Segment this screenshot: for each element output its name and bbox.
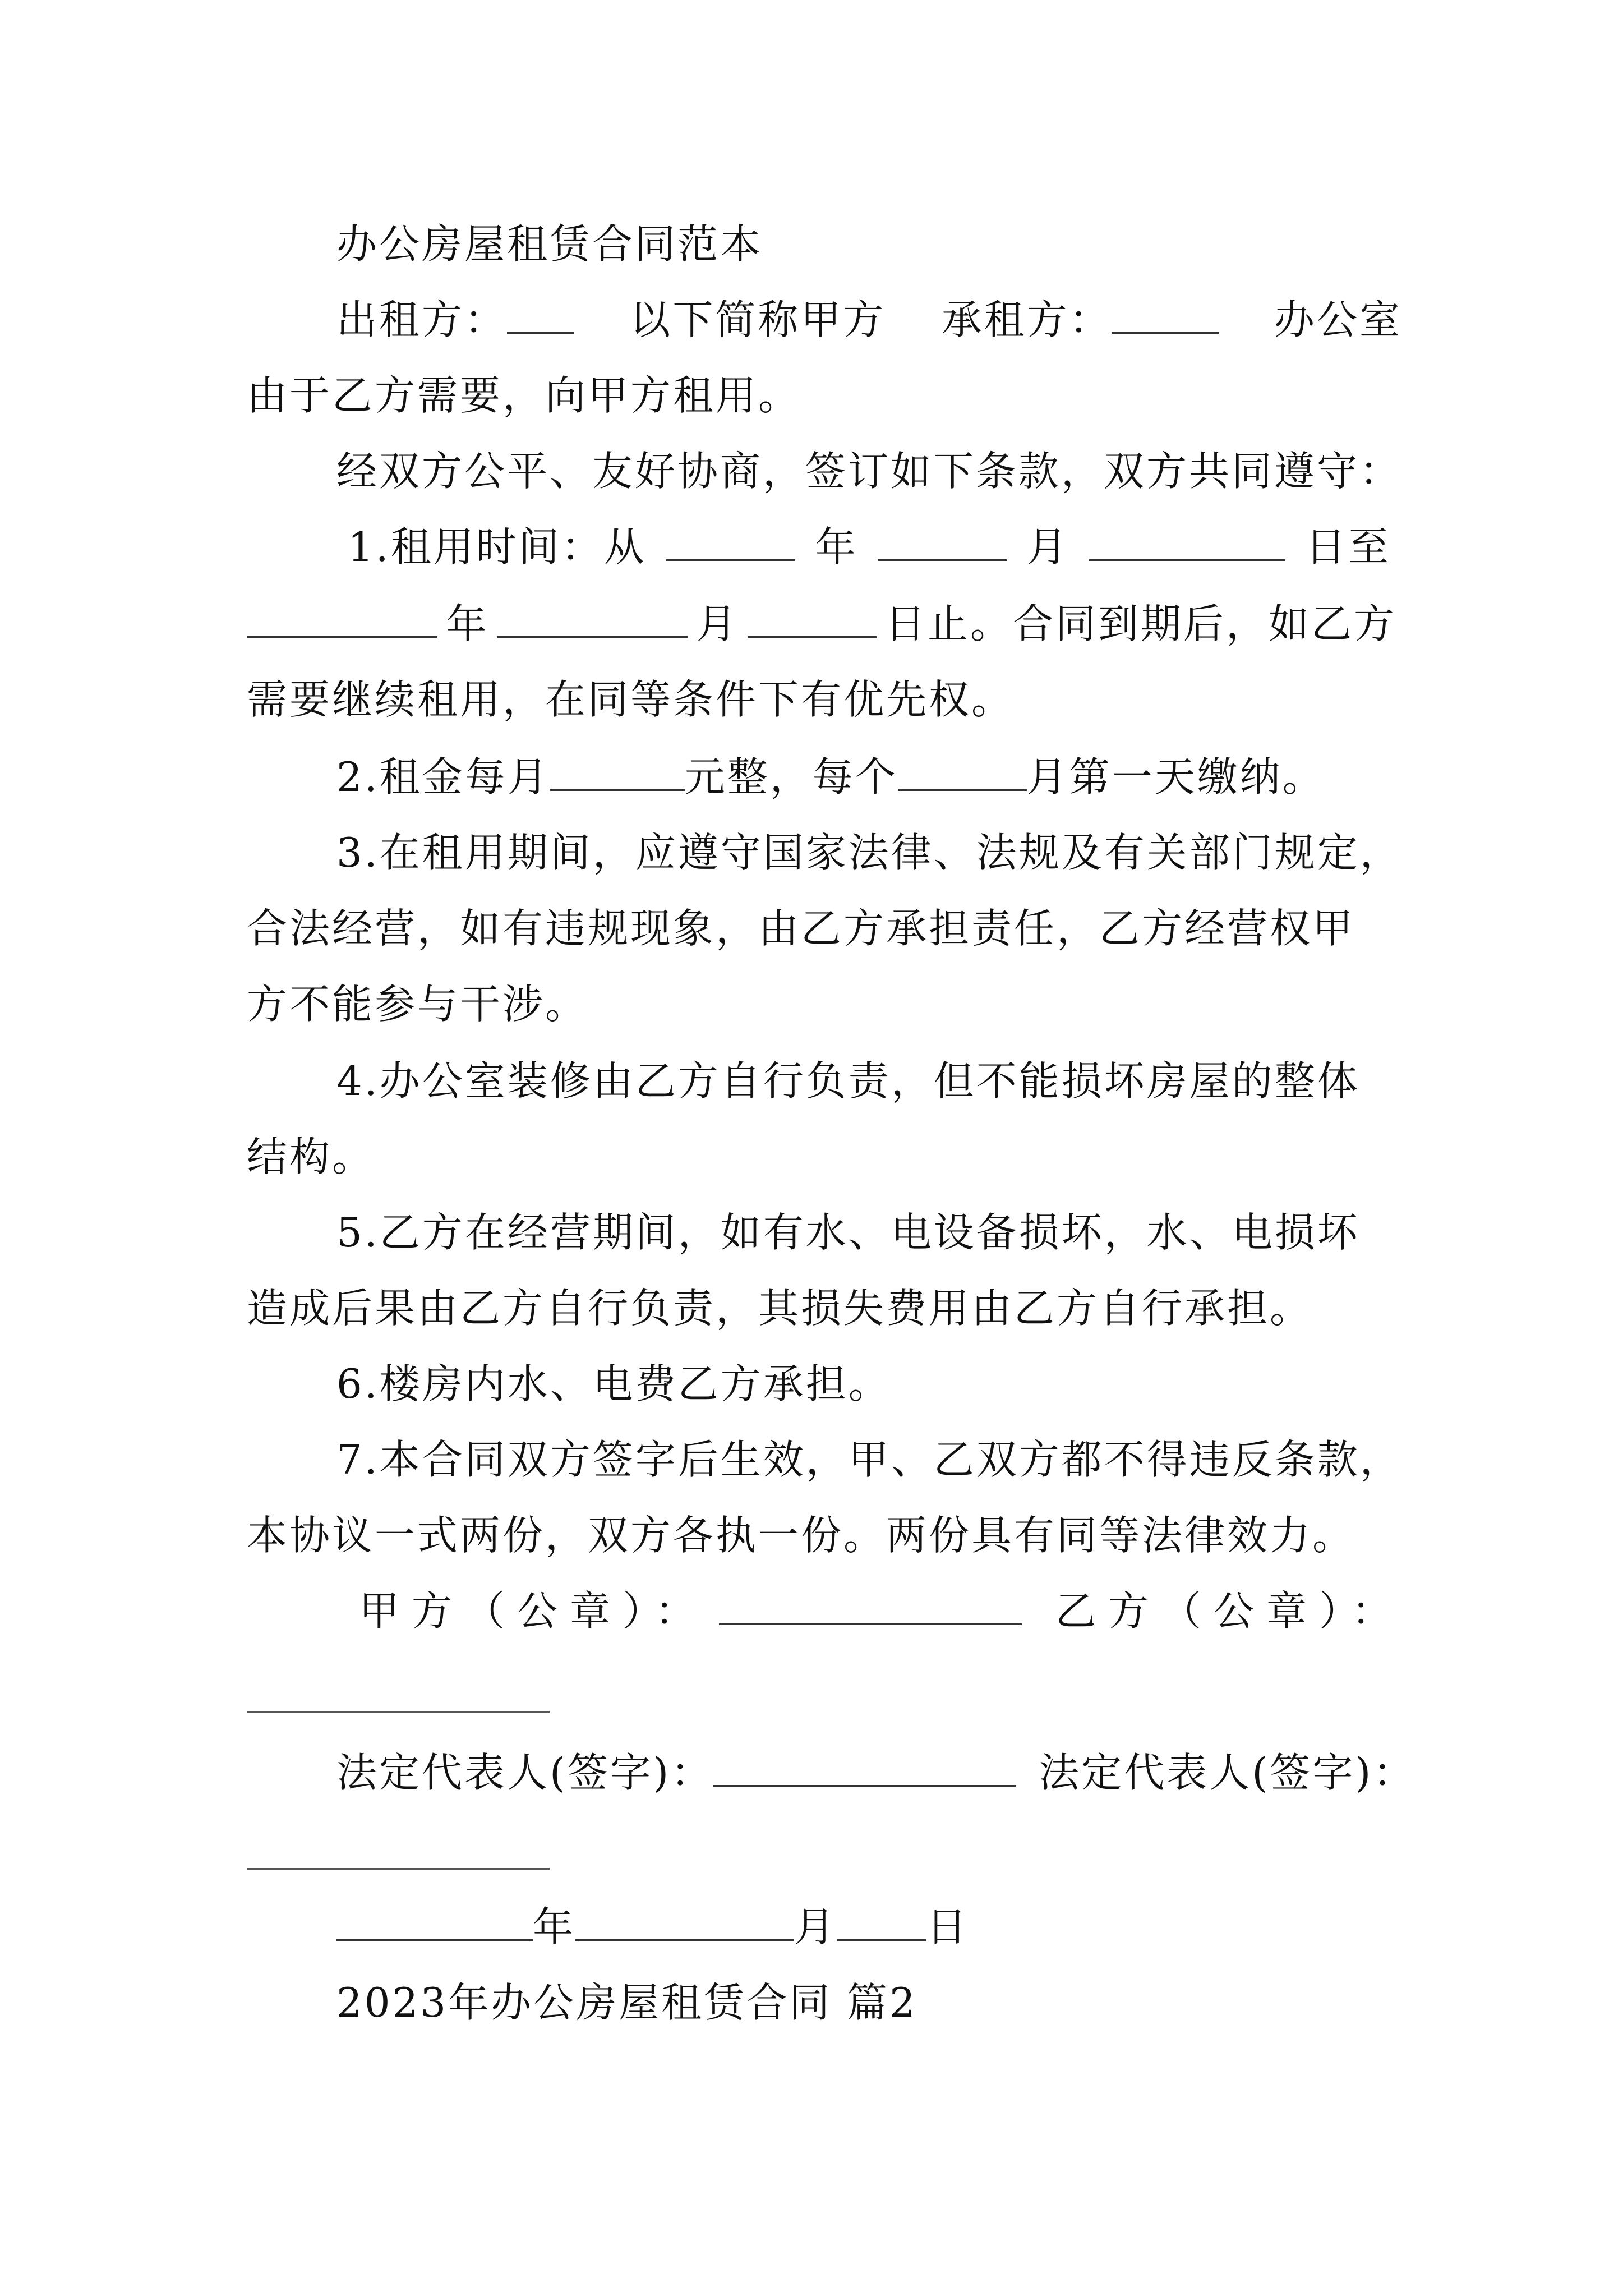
party-b-seal-blank[interactable] bbox=[247, 1711, 550, 1713]
representative-line bbox=[336, 1745, 1416, 1801]
clause1-line1 bbox=[348, 519, 1391, 575]
clause1-day-to: 日至 bbox=[1305, 523, 1391, 570]
clause7-line2: 本协议一式两份，双方各执一份。两份具有同等法律效力。 bbox=[247, 1512, 1355, 1559]
clause4-line1: 4.办公室装修由乙方自行负责，但不能损坏房屋的整体 bbox=[336, 1057, 1360, 1105]
document-title: 办公房屋租赁合同范本 bbox=[336, 220, 763, 268]
clause6-line: 6.楼房内水、电费乙方承担。 bbox=[336, 1360, 891, 1407]
rep-a-label: 法定代表人(签字)： bbox=[336, 1749, 714, 1796]
lessor-blank[interactable] bbox=[507, 300, 574, 334]
lessor-label: 出租方： bbox=[336, 296, 508, 343]
clause1-line2 bbox=[247, 596, 1396, 652]
clause2-prefix: 2.租金每月 bbox=[336, 753, 550, 800]
clause1-year1: 年 bbox=[815, 523, 858, 570]
party-a-seal-label: 甲方（公章）： bbox=[359, 1588, 708, 1635]
date-month-label: 月 bbox=[794, 1903, 837, 1950]
date-month-blank[interactable] bbox=[575, 1907, 794, 1941]
clause1-prefix: 1.租用时间：从 bbox=[348, 523, 647, 570]
clause1-year2: 年 bbox=[446, 600, 489, 647]
start-year-blank[interactable] bbox=[666, 527, 795, 561]
lessee-blank[interactable] bbox=[1112, 300, 1219, 334]
rent-period-blank[interactable] bbox=[898, 757, 1027, 791]
party-a-seal-blank[interactable] bbox=[719, 1591, 1022, 1625]
rep-b-blank[interactable] bbox=[247, 1868, 550, 1870]
next-section-heading: 2023年办公房屋租赁合同 篇2 bbox=[336, 1979, 917, 2026]
clause1-line3: 需要继续租用，在同等条件下有优先权。 bbox=[247, 676, 1015, 723]
clause7-line1: 7.本合同双方签字后生效，甲、乙双方都不得违反条款， bbox=[336, 1436, 1403, 1483]
clause4-line2: 结构。 bbox=[247, 1133, 375, 1180]
clause1-day-end: 日止。合同到期后，如乙方 bbox=[884, 600, 1396, 647]
start-month-blank[interactable] bbox=[878, 527, 1007, 561]
clause1-month1: 月 bbox=[1026, 523, 1069, 570]
rep-b-label: 法定代表人(签字)： bbox=[1039, 1749, 1416, 1796]
lessee-label: 承租方： bbox=[941, 296, 1112, 343]
clause3-line2: 合法经营，如有违规现象，由乙方承担责任，乙方经营权甲 bbox=[247, 905, 1355, 952]
clause5-line2: 造成后果由乙方自行负责，其损失费用由乙方自行承担。 bbox=[247, 1285, 1313, 1332]
date-day-label: 日 bbox=[926, 1903, 970, 1950]
clause2-line bbox=[336, 749, 1402, 805]
lessor-suffix: 以下简称甲方 bbox=[630, 296, 886, 343]
end-month-blank[interactable] bbox=[497, 604, 688, 638]
parties-lessee bbox=[942, 292, 1219, 348]
parties-line bbox=[336, 292, 1402, 348]
intro-line: 经双方公平、友好协商，签订如下条款，双方共同遵守： bbox=[336, 448, 1403, 495]
clause2-suffix: 月第一天缴纳。 bbox=[1026, 753, 1325, 800]
date-year-label: 年 bbox=[533, 1903, 576, 1950]
lessee-suffix: 办公室 bbox=[1274, 296, 1402, 343]
purpose-line: 由于乙方需要，向甲方租用。 bbox=[247, 372, 801, 419]
clause1-month2: 月 bbox=[696, 600, 739, 647]
parties-lessor bbox=[336, 292, 574, 348]
date-line bbox=[336, 1899, 1402, 1955]
rent-amount-blank[interactable] bbox=[550, 757, 685, 791]
clause5-line1: 5.乙方在经营期间，如有水、电设备损坏，水、电损坏 bbox=[336, 1209, 1360, 1256]
clause3-line3: 方不能参与干涉。 bbox=[247, 981, 588, 1028]
start-day-blank[interactable] bbox=[1089, 527, 1285, 561]
rep-a-blank[interactable] bbox=[713, 1752, 1016, 1787]
seal-line bbox=[359, 1583, 1405, 1639]
end-year-blank[interactable] bbox=[247, 604, 437, 638]
end-day-blank[interactable] bbox=[748, 604, 877, 638]
date-day-blank[interactable] bbox=[837, 1907, 926, 1941]
date-year-blank[interactable] bbox=[336, 1907, 533, 1941]
clause3-line1: 3.在租用期间，应遵守国家法律、法规及有关部门规定， bbox=[336, 829, 1403, 876]
party-b-seal-label: 乙方（公章）： bbox=[1055, 1588, 1405, 1635]
clause2-mid: 元整，每个 bbox=[684, 753, 898, 800]
